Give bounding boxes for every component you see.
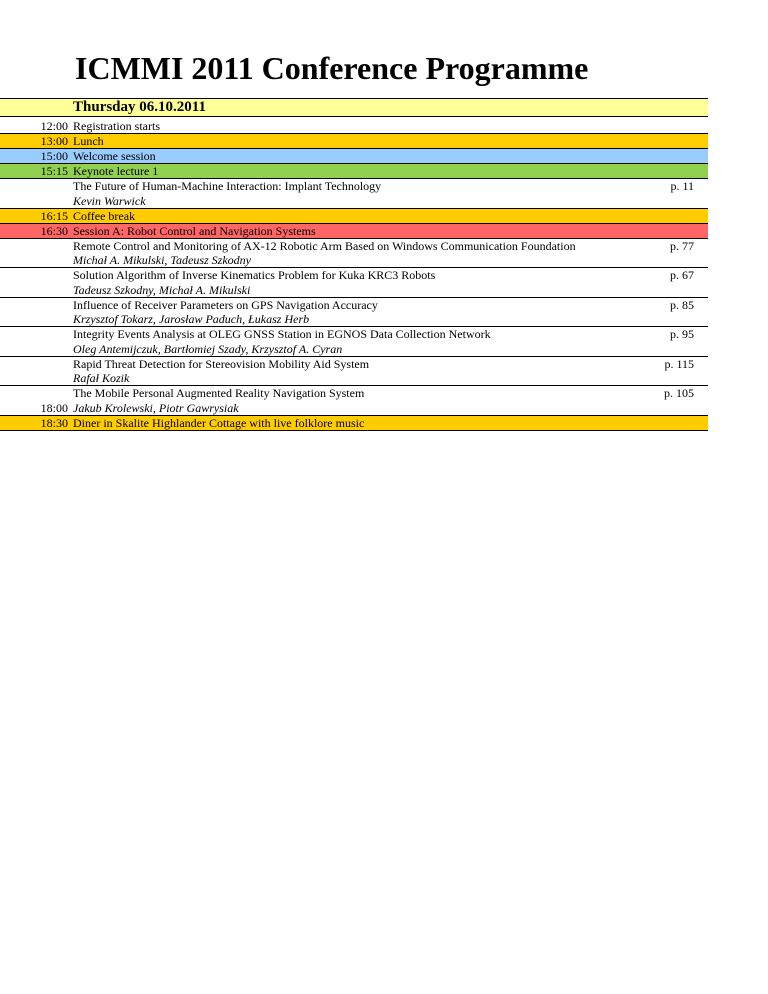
row-text: Solution Algorithm of Inverse Kinematics Problem for Kuka KRC3 Robots — [73, 268, 436, 282]
table-row — [0, 312, 708, 327]
table-row — [0, 401, 708, 416]
row-text: The Mobile Personal Augmented Reality Navigation System — [73, 386, 365, 400]
row-text: Diner in Skalite Highlander Cottage with live folklore music — [73, 415, 365, 430]
table-row — [0, 253, 708, 268]
row-page: p. 95 — [670, 327, 694, 341]
row-page: p. 85 — [670, 297, 694, 312]
table-row — [0, 327, 708, 342]
row-text: Remote Control and Monitoring of AX-12 Robotic Arm Based on Windows Communication Foundation — [73, 238, 576, 253]
table-row — [0, 416, 708, 431]
row-text: The Future of Human-Machine Interaction: Implant Technology — [73, 179, 382, 193]
row-authors: Kevin Warwick — [73, 193, 146, 208]
table-row — [0, 224, 708, 239]
table-row — [0, 268, 708, 283]
row-authors: Tadeusz Szkodny, Michał A. Mikulski — [73, 282, 251, 297]
row-authors: Jakub Krolewski, Piotr Gawrysiak — [73, 400, 239, 415]
programme-table — [0, 119, 708, 431]
table-row — [0, 179, 708, 194]
row-page: p. 11 — [670, 179, 694, 193]
page-title: ICMMI 2011 Conference Programme — [75, 50, 589, 86]
table-row — [0, 283, 708, 298]
row-text: Rapid Threat Detection for Stereovision Mobility Aid System — [73, 356, 370, 371]
row-time: 15:15 — [40, 164, 68, 178]
row-time: 16:15 — [40, 208, 68, 223]
table-row — [0, 239, 708, 254]
row-text: Coffee break — [73, 208, 136, 223]
day-label: Thursday 06.10.2011 — [73, 99, 206, 115]
table-row — [0, 386, 708, 401]
row-authors: Michał A. Mikulski, Tadeusz Szkodny — [73, 253, 251, 267]
row-text: Session A: Robot Control and Navigation Systems — [73, 223, 316, 238]
table-row — [0, 164, 708, 179]
table-row — [0, 209, 708, 224]
row-text: Lunch — [73, 134, 104, 148]
row-time: 12:00 — [40, 119, 68, 133]
row-time: 18:30 — [40, 415, 68, 430]
table-row — [0, 298, 708, 313]
row-text: Keynote lecture 1 — [73, 164, 159, 178]
row-time: 13:00 — [40, 134, 68, 148]
row-time: 18:00 — [40, 400, 68, 415]
row-authors: Oleg Antemijczuk, Bartłomiej Szady, Krzysztof A. Cyran — [73, 341, 343, 356]
table-row — [0, 194, 708, 209]
row-time: 15:00 — [40, 149, 68, 163]
day-header — [0, 98, 708, 117]
row-page: p. 105 — [664, 386, 694, 400]
row-text: Registration starts — [73, 119, 160, 133]
table-row — [0, 342, 708, 357]
row-authors: Rafał Kozik — [73, 371, 130, 385]
row-time: 16:30 — [40, 223, 68, 238]
row-text: Integrity Events Analysis at OLEG GNSS Station in EGNOS Data Collection Network — [73, 327, 491, 341]
row-text: Influence of Receiver Parameters on GPS Navigation Accuracy — [73, 297, 378, 312]
row-page: p. 67 — [670, 268, 694, 282]
row-text: Welcome session — [73, 149, 156, 163]
table-row — [0, 371, 708, 386]
table-row — [0, 134, 708, 149]
table-row — [0, 119, 708, 134]
row-page: p. 77 — [670, 238, 694, 253]
row-authors: Krzysztof Tokarz, Jarosław Paduch, Łukasz Herb — [73, 312, 310, 326]
row-page: p. 115 — [664, 356, 694, 371]
table-row — [0, 149, 708, 164]
table-row — [0, 357, 708, 372]
